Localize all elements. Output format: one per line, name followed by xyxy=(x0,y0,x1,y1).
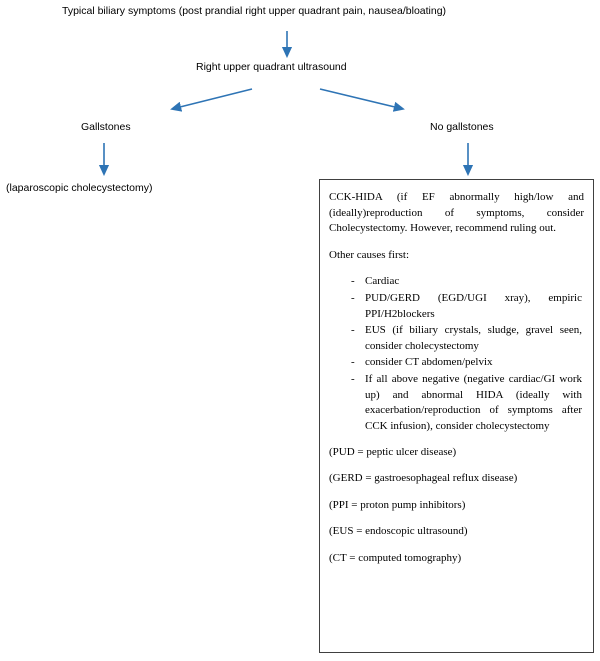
detail-other-causes-heading: Other causes first: xyxy=(329,248,410,261)
list-item-label: EUS (if biliary crystals, sludge, gravel seen, consider cholecystectomy xyxy=(365,324,582,352)
dash-bullet-icon: - xyxy=(351,356,355,369)
list-item-label: consider CT abdomen/pelvix xyxy=(365,356,493,369)
arrow-ultrasound-to-no-gallstones xyxy=(320,89,399,108)
node-gallstones xyxy=(81,121,131,135)
node-symptoms-label: Typical biliary symptoms (post prandial right upper quadrant pain, nausea/bloating) xyxy=(62,5,447,17)
list-item xyxy=(351,372,584,434)
detail-panel xyxy=(319,179,594,653)
detail-bullet-list xyxy=(329,274,584,434)
list-item-label: Cardiac xyxy=(365,275,400,288)
node-gallstones-label: Gallstones xyxy=(81,121,131,133)
legend-item: (GERD = gastroesophageal reflux disease) xyxy=(329,472,518,485)
arrow-ultrasound-to-gallstones xyxy=(176,89,252,108)
legend-item: (CT = computed tomography) xyxy=(329,551,462,564)
dash-bullet-icon: - xyxy=(351,373,355,386)
dash-bullet-icon: - xyxy=(351,324,355,337)
node-laparoscopic-cholecystectomy xyxy=(6,182,152,196)
detail-intro: CCK-HIDA (if EF abnormally high/low and (ideally)reproduction of symptoms, consider Cholecystectomy. However, recommend ruling out. xyxy=(329,191,584,235)
legend-item: (EUS = endoscopic ultrasound) xyxy=(329,525,468,538)
legend-item: (PUD = peptic ulcer disease) xyxy=(329,445,457,458)
node-no-gallstones xyxy=(430,121,494,135)
detail-legend xyxy=(329,445,584,567)
list-item-label: If all above negative (negative cardiac/GI work up) and abnormal HIDA (ideally with exacerbation/reproduction of symptoms after CCK infusion), consider cholecystectomy xyxy=(365,373,582,432)
node-laparoscopic-cholecystectomy-label: (laparoscopic cholecystectomy) xyxy=(6,182,153,194)
list-item-label: PUD/GERD (EGD/UGI xray), empiric PPI/H2blockers xyxy=(365,292,582,320)
list-item xyxy=(351,274,584,290)
node-no-gallstones-label: No gallstones xyxy=(430,121,494,133)
list-item xyxy=(351,323,584,354)
node-ultrasound-label: Right upper quadrant ultrasound xyxy=(196,61,347,73)
dash-bullet-icon: - xyxy=(351,275,355,288)
node-symptoms xyxy=(62,5,446,19)
list-item xyxy=(351,355,584,371)
legend-item: (PPI = proton pump inhibitors) xyxy=(329,498,466,511)
list-item xyxy=(351,291,584,322)
node-ultrasound xyxy=(196,61,347,75)
dash-bullet-icon: - xyxy=(351,292,355,305)
